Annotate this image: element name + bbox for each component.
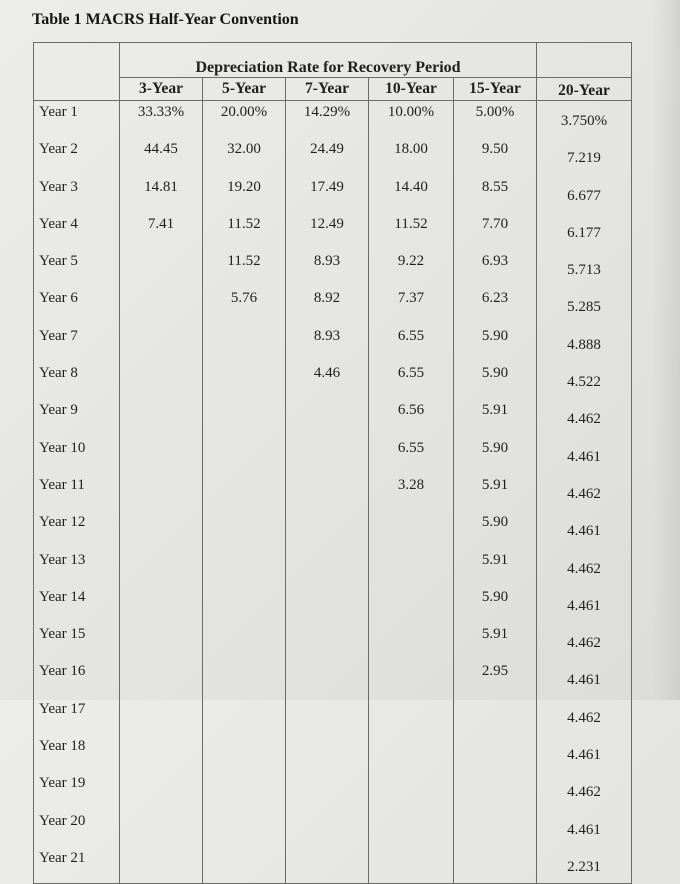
row-year-label: Year 10 [34,437,120,474]
rate-cell: 2.95 [454,660,537,697]
table-row [34,101,632,139]
table-row [34,847,632,884]
rate-cell: 44.45 [120,138,203,175]
rate-cell [286,437,369,474]
rate-cell: 5.91 [454,399,537,436]
row-year-label: Year 4 [34,213,120,250]
row-year-label: Year 6 [34,287,120,324]
row-year-label: Year 17 [34,698,120,735]
rate-cell: 5.90 [454,437,537,474]
rate-cell: 4.522 [537,362,632,399]
row-year-label: Year 7 [34,325,120,362]
rate-cell [286,735,369,772]
rate-cell: 9.22 [369,250,454,287]
rate-cell: 8.92 [286,287,369,324]
rate-cell [120,660,203,697]
rate-cell: 8.55 [454,176,537,213]
table-row [34,213,632,250]
table-row [34,623,632,660]
rate-cell [203,623,286,660]
rate-cell: 12.49 [286,213,369,250]
row-year-label: Year 1 [34,101,120,139]
column-header-3-year: 3-Year [120,78,203,101]
rate-cell: 4.462 [537,549,632,586]
rate-cell [369,772,454,809]
rate-cell: 4.462 [537,623,632,660]
rate-cell: 5.713 [537,250,632,287]
rate-cell: 6.55 [369,437,454,474]
column-header-15-year: 15-Year [454,78,537,101]
rate-cell [120,287,203,324]
rate-cell: 7.37 [369,287,454,324]
rate-cell [286,399,369,436]
rate-cell [203,810,286,847]
rate-cell: 6.55 [369,362,454,399]
rate-cell [286,474,369,511]
rate-cell: 19.20 [203,176,286,213]
rate-cell: 11.52 [369,213,454,250]
rate-cell [203,549,286,586]
row-year-label: Year 2 [34,138,120,175]
rate-cell: 4.462 [537,772,632,809]
rate-cell: 6.677 [537,176,632,213]
rate-cell: 14.81 [120,176,203,213]
row-year-label: Year 8 [34,362,120,399]
rate-cell: 5.285 [537,287,632,324]
rate-cell: 4.888 [537,325,632,362]
rate-cell [203,735,286,772]
rate-cell: 5.00% [454,101,537,139]
rate-cell [203,474,286,511]
column-header-7-year: 7-Year [286,78,369,101]
rate-cell [369,698,454,735]
rate-cell: 4.461 [537,511,632,548]
rate-cell [286,698,369,735]
table-row [34,660,632,697]
rate-cell: 7.219 [537,138,632,175]
rate-cell [203,586,286,623]
rate-cell: 8.93 [286,325,369,362]
rate-cell: 14.40 [369,176,454,213]
rate-cell: 24.49 [286,138,369,175]
rate-cell: 5.91 [454,549,537,586]
rate-cell [286,660,369,697]
rate-cell: 4.461 [537,735,632,772]
table-row [34,698,632,735]
rate-cell: 5.91 [454,474,537,511]
rate-cell [120,847,203,884]
table-row [34,549,632,586]
rate-cell [454,810,537,847]
row-year-label: Year 15 [34,623,120,660]
rate-cell: 5.76 [203,287,286,324]
rate-cell: 3.750% [537,101,632,139]
table-row [34,437,632,474]
row-year-label: Year 9 [34,399,120,436]
rate-cell [120,250,203,287]
rate-cell: 18.00 [369,138,454,175]
group-header: Depreciation Rate for Recovery Period [120,43,537,78]
table-row [34,325,632,362]
rate-cell [369,810,454,847]
rate-cell: 4.46 [286,362,369,399]
rate-cell [286,549,369,586]
rate-cell [203,325,286,362]
rate-cell: 9.50 [454,138,537,175]
row-year-label: Year 11 [34,474,120,511]
rate-cell [120,511,203,548]
macrs-table [33,42,632,884]
rate-cell [454,847,537,884]
row-year-label: Year 16 [34,660,120,697]
rate-cell: 11.52 [203,213,286,250]
rate-cell [286,511,369,548]
rate-cell [120,810,203,847]
rate-cell: 2.231 [537,847,632,884]
rate-cell [286,623,369,660]
page-shadow [652,0,680,700]
rate-cell [120,362,203,399]
table-row [34,138,632,175]
rate-cell: 4.462 [537,474,632,511]
rate-cell: 7.70 [454,213,537,250]
rate-cell: 4.462 [537,698,632,735]
spacer-cell [537,43,632,78]
table-row [34,399,632,436]
rate-cell [203,772,286,809]
rate-cell [369,549,454,586]
rate-cell: 5.91 [454,623,537,660]
corner-cell [34,43,120,101]
table-row [34,511,632,548]
rate-cell [369,511,454,548]
rate-cell [120,325,203,362]
rate-cell [203,437,286,474]
row-year-label: Year 19 [34,772,120,809]
table-row [34,586,632,623]
rate-cell: 6.177 [537,213,632,250]
rate-cell: 5.90 [454,586,537,623]
rate-cell [120,735,203,772]
rate-cell: 11.52 [203,250,286,287]
row-year-label: Year 20 [34,810,120,847]
rate-cell [120,623,203,660]
rate-cell [369,660,454,697]
rate-cell: 14.29% [286,101,369,139]
row-year-label: Year 14 [34,586,120,623]
rate-cell [286,586,369,623]
table-row [34,772,632,809]
rate-cell: 20.00% [203,101,286,139]
rate-cell [286,772,369,809]
rate-cell [203,847,286,884]
rate-cell [120,474,203,511]
rate-cell [203,362,286,399]
rate-cell: 5.90 [454,325,537,362]
rate-cell: 6.56 [369,399,454,436]
rate-cell: 6.93 [454,250,537,287]
rate-cell: 17.49 [286,176,369,213]
row-year-label: Year 3 [34,176,120,213]
rate-cell [454,735,537,772]
table-row [34,287,632,324]
table-title: Table 1 MACRS Half-Year Convention [32,11,299,28]
rate-cell [454,698,537,735]
rate-cell [120,586,203,623]
rate-cell: 4.462 [537,399,632,436]
table-row [34,176,632,213]
table-row [34,362,632,399]
column-header-20-year: 20-Year [537,78,632,101]
rate-cell [286,810,369,847]
column-header-10-year: 10-Year [369,78,454,101]
rate-cell [120,549,203,586]
row-year-label: Year 21 [34,847,120,884]
rate-cell [203,660,286,697]
rate-cell [203,698,286,735]
rate-cell: 7.41 [120,213,203,250]
rate-cell [203,399,286,436]
rate-cell [369,623,454,660]
rate-cell: 5.90 [454,511,537,548]
rate-cell: 4.461 [537,660,632,697]
rate-cell [369,847,454,884]
rate-cell: 8.93 [286,250,369,287]
row-year-label: Year 5 [34,250,120,287]
rate-cell: 6.55 [369,325,454,362]
rate-cell [120,698,203,735]
rate-cell [369,735,454,772]
rate-cell: 4.461 [537,810,632,847]
table-row [34,250,632,287]
rate-cell: 5.90 [454,362,537,399]
rate-cell [286,847,369,884]
row-year-label: Year 13 [34,549,120,586]
rate-cell [120,772,203,809]
row-year-label: Year 18 [34,735,120,772]
table-row [34,735,632,772]
column-header-5-year: 5-Year [203,78,286,101]
rate-cell: 32.00 [203,138,286,175]
rate-cell [369,586,454,623]
rate-cell: 4.461 [537,586,632,623]
rate-cell: 4.461 [537,437,632,474]
rate-cell [120,437,203,474]
rate-cell [203,511,286,548]
table-body [34,101,632,884]
rate-cell [120,399,203,436]
rate-cell: 6.23 [454,287,537,324]
table-row [34,810,632,847]
rate-cell: 3.28 [369,474,454,511]
rate-cell: 10.00% [369,101,454,139]
rate-cell: 33.33% [120,101,203,139]
row-year-label: Year 12 [34,511,120,548]
table-row [34,474,632,511]
rate-cell [454,772,537,809]
